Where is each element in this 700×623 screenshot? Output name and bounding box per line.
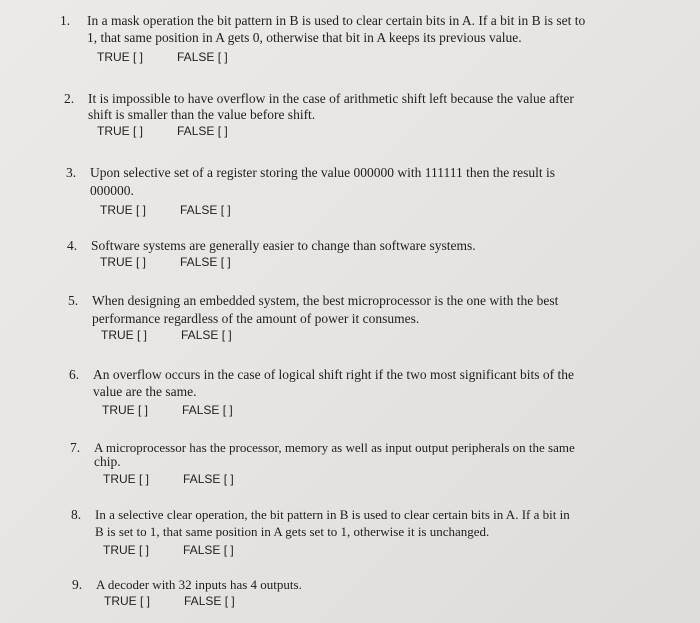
question-text-line: B is set to 1, that same position in A gets set to 1, otherwise it is unchanged. <box>95 524 490 539</box>
answer-options <box>101 328 232 343</box>
question-number: 6. <box>69 367 80 382</box>
question-number: 5. <box>68 293 79 308</box>
question-text-line: In a selective clear operation, the bit pattern in B is used to clear certain bits in A. If a bit in <box>95 507 570 522</box>
question-number: 4. <box>67 238 78 253</box>
answer-options <box>97 124 228 139</box>
false-option[interactable]: FALSE [ ] <box>181 328 232 342</box>
true-option[interactable]: TRUE [ ] <box>100 255 147 269</box>
true-option[interactable]: TRUE [ ] <box>104 594 151 608</box>
question-number: 3. <box>66 165 77 180</box>
question-text-line: performance regardless of the amount of power it consumes. <box>92 311 420 326</box>
false-option[interactable]: FALSE [ ] <box>182 403 233 417</box>
answer-options <box>103 543 234 558</box>
question-text-line: In a mask operation the bit pattern in B is used to clear certain bits in A. If a bit in B is set to <box>87 13 586 28</box>
question-text-line: A microprocessor has the processor, memory as well as input output peripherals on the same <box>94 440 575 455</box>
true-option[interactable]: TRUE [ ] <box>97 50 144 64</box>
question-number: 9. <box>72 577 83 592</box>
question-number: 1. <box>60 13 71 28</box>
question-text-line: Upon selective set of a register storing the value 000000 with 111111 then the result is <box>90 165 556 180</box>
question-number: 2. <box>64 91 75 106</box>
answer-options <box>103 472 234 487</box>
false-option[interactable]: FALSE [ ] <box>177 50 228 64</box>
question-text-line: An overflow occurs in the case of logical shift right if the two most significant bits of the <box>93 367 575 382</box>
false-option[interactable]: FALSE [ ] <box>184 594 235 608</box>
false-option[interactable]: FALSE [ ] <box>177 124 228 138</box>
true-option[interactable]: TRUE [ ] <box>100 203 147 217</box>
false-option[interactable]: FALSE [ ] <box>180 255 231 269</box>
false-option[interactable]: FALSE [ ] <box>183 543 234 557</box>
answer-options <box>100 255 231 270</box>
question-number: 7. <box>70 440 81 455</box>
true-option[interactable]: TRUE [ ] <box>97 124 144 138</box>
question-text-line: Software systems are generally easier to change than software systems. <box>91 238 476 253</box>
question-text-line: 1, that same position in A gets 0, otherwise that bit in A keeps its previous value. <box>87 30 522 45</box>
false-option[interactable]: FALSE [ ] <box>180 203 231 217</box>
answer-options <box>102 403 233 418</box>
answer-options <box>104 594 235 609</box>
true-option[interactable]: TRUE [ ] <box>103 543 150 557</box>
question-text-line: shift is smaller than the value before shift. <box>88 107 316 122</box>
question-text-line: 000000. <box>90 183 134 198</box>
question-text-line: It is impossible to have overflow in the case of arithmetic shift left because the value after <box>88 91 574 106</box>
question-text-line: When designing an embedded system, the best microprocessor is the one with the best <box>92 293 559 308</box>
answer-options <box>100 203 231 218</box>
false-option[interactable]: FALSE [ ] <box>183 472 234 486</box>
question-text-line: A decoder with 32 inputs has 4 outputs. <box>96 577 302 592</box>
true-option[interactable]: TRUE [ ] <box>103 472 150 486</box>
question-number: 8. <box>71 507 82 522</box>
question-text-line: chip. <box>94 454 121 469</box>
question-text-line: value are the same. <box>93 384 197 399</box>
true-option[interactable]: TRUE [ ] <box>101 328 148 342</box>
true-option[interactable]: TRUE [ ] <box>102 403 149 417</box>
answer-options <box>97 50 228 65</box>
